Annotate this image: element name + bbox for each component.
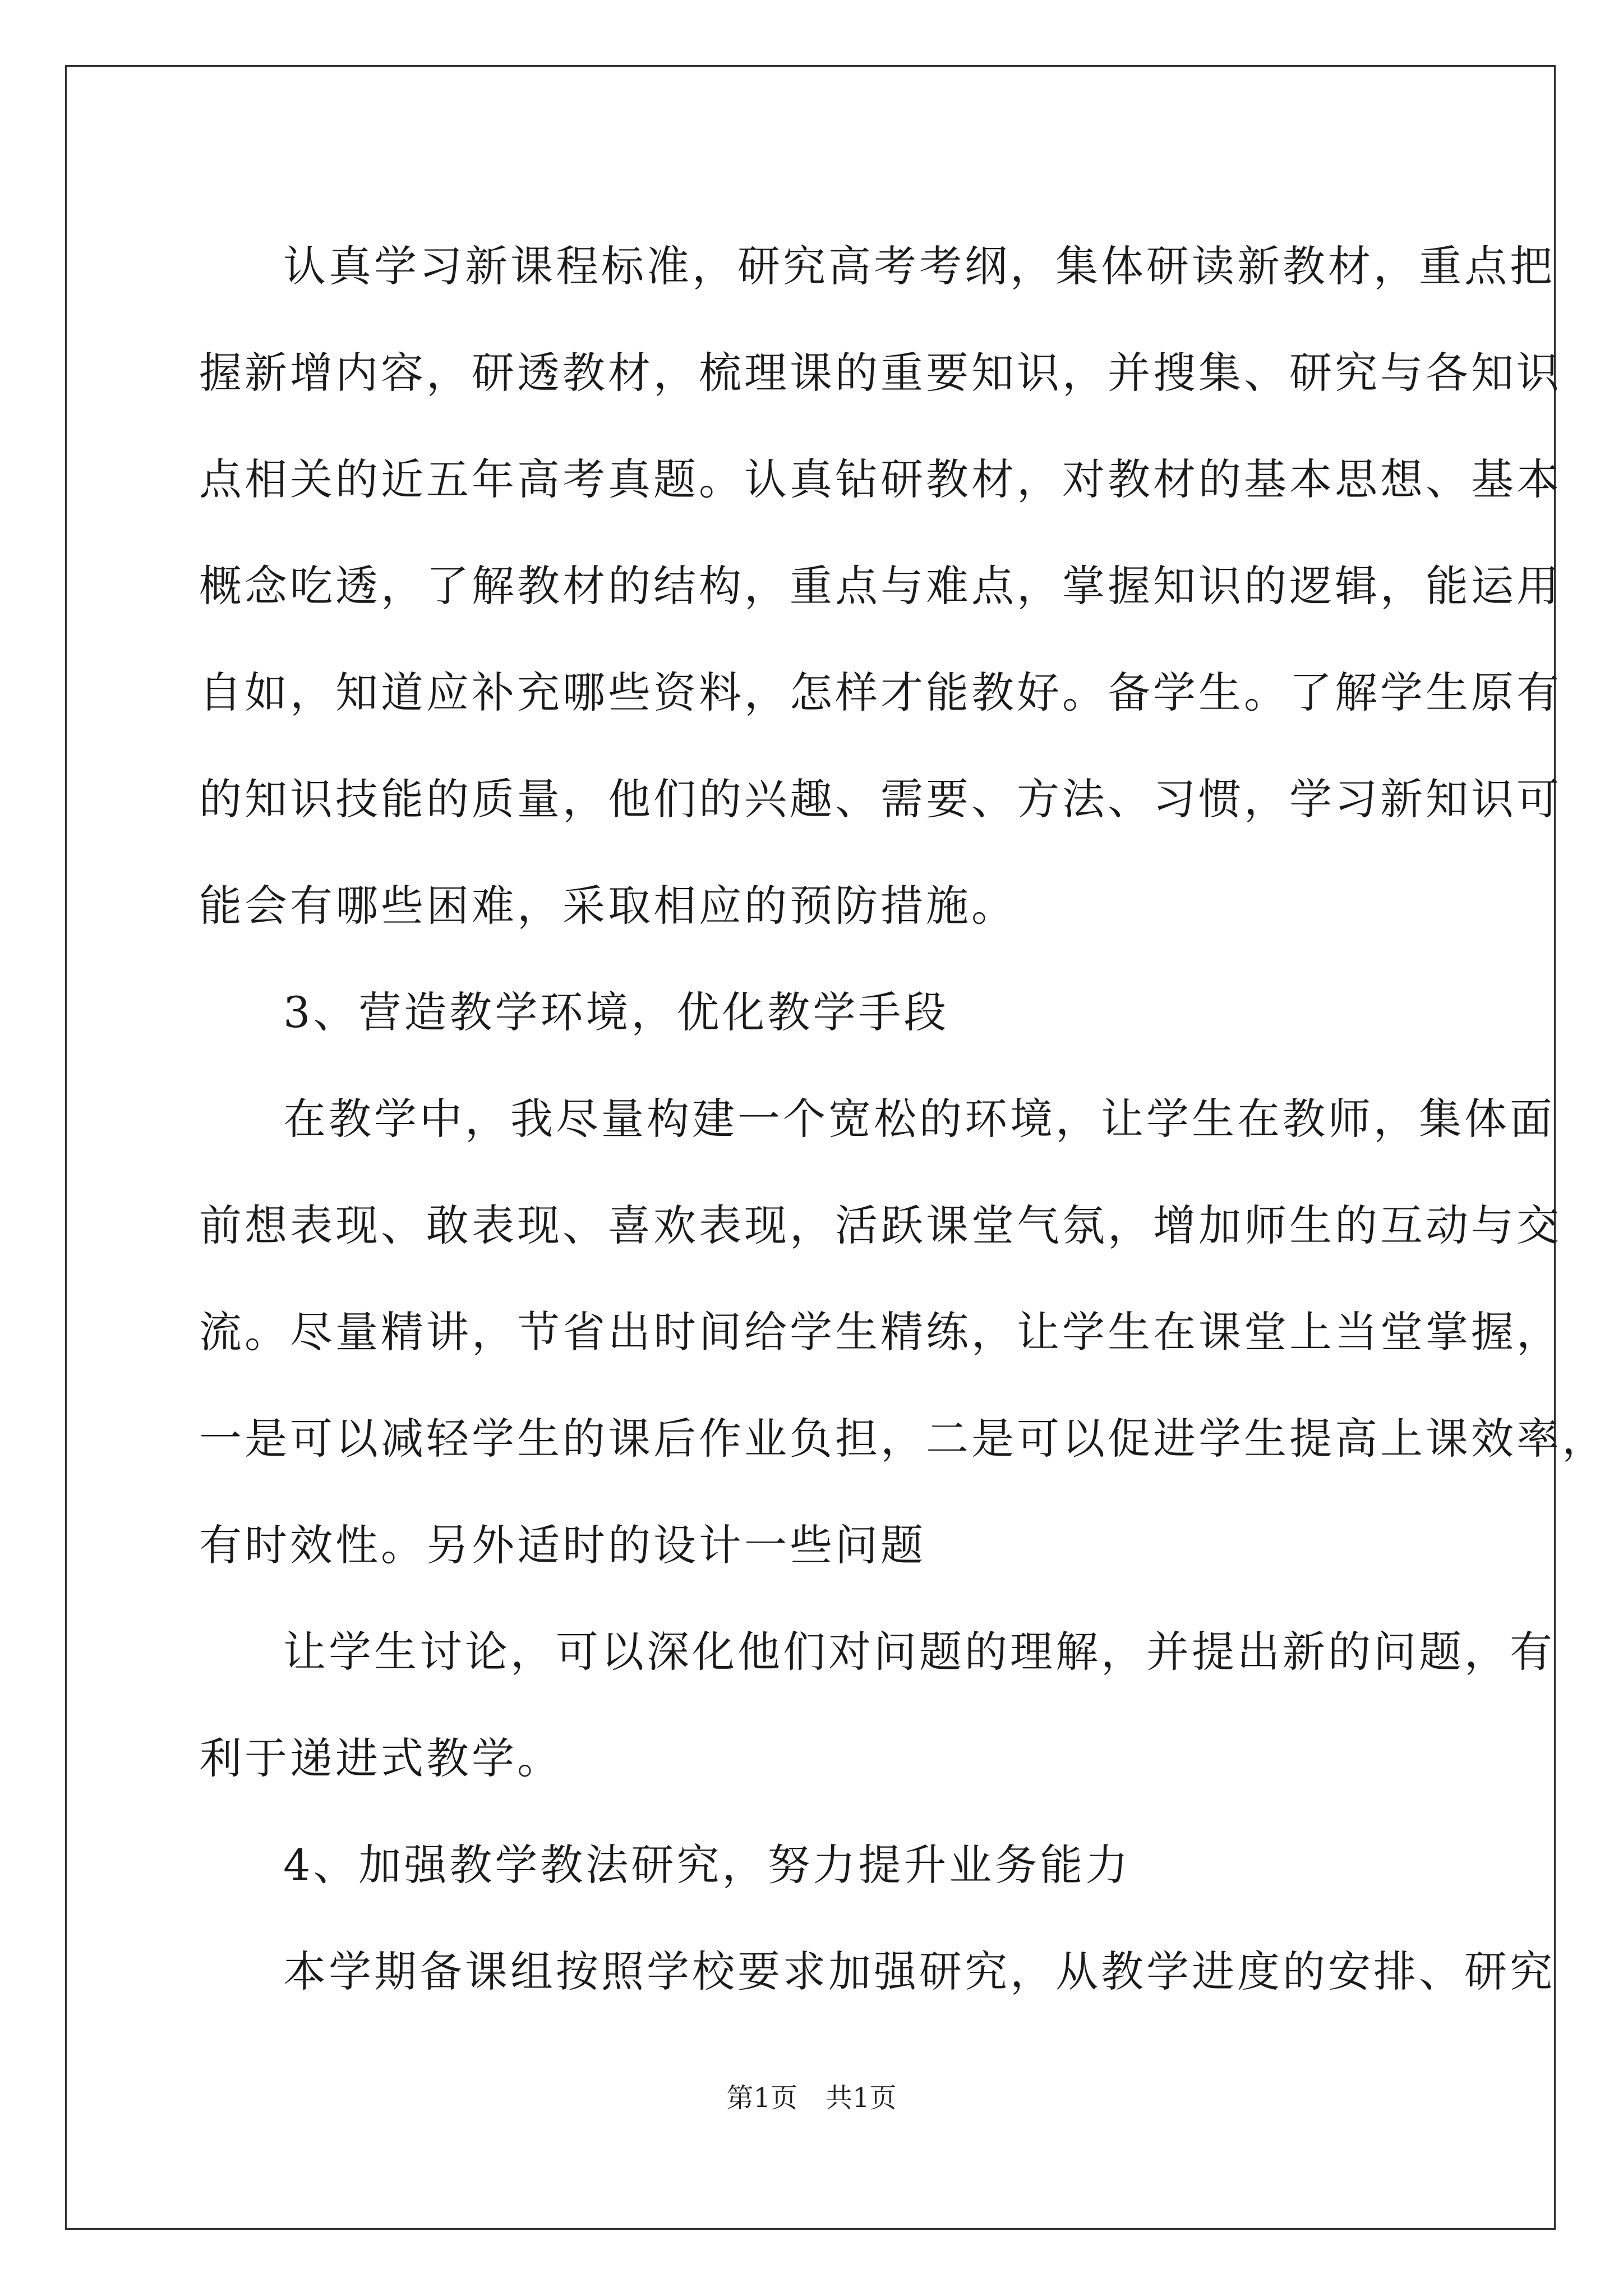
paragraph-line: 自如，知道应补充哪些资料，怎样才能教好。备学生。了解学生原有 bbox=[199, 668, 1562, 717]
page-number: 第1页 bbox=[726, 2082, 797, 2114]
section-heading: 4、加强教学教法研究，努力提升业务能力 bbox=[283, 1840, 1131, 1890]
paragraph-line: 让学生讨论，可以深化他们对问题的理解，并提出新的问题，有 bbox=[283, 1627, 1555, 1677]
paragraph-line: 的知识技能的质量，他们的兴趣、需要、方法、习惯，学习新知识可 bbox=[199, 774, 1562, 824]
paragraph-line: 能会有哪些困难，采取相应的预防措施。 bbox=[199, 881, 1017, 931]
paragraph-line: 流。尽量精讲，节省出时间给学生精练，让学生在课堂上当堂掌握， bbox=[199, 1307, 1562, 1357]
paragraph-line: 认真学习新课程标准，研究高考考纲，集体研读新教材，重点把 bbox=[283, 241, 1555, 291]
paragraph-line: 点相关的近五年高考真题。认真钻研教材，对教材的基本思想、基本 bbox=[199, 454, 1562, 504]
document-body bbox=[199, 213, 1607, 2025]
paragraph-line: 在教学中，我尽量构建一个宽松的环境，让学生在教师，集体面 bbox=[283, 1094, 1555, 1144]
paragraph-line: 利于递进式教学。 bbox=[199, 1733, 562, 1783]
paragraph-line: 有时效性。另外适时的设计一些问题 bbox=[199, 1520, 926, 1570]
paragraph-line: 握新增内容，研透教材，梳理课的重要知识，并搜集、研究与各知识 bbox=[199, 348, 1562, 398]
paragraph-line: 一是可以减轻学生的课后作业负担，二是可以促进学生提高上课效率， bbox=[199, 1414, 1607, 1464]
paragraph-line: 本学期备课组按照学校要求加强研究，从教学进度的安排、研究 bbox=[283, 1947, 1555, 1996]
page-total: 共1页 bbox=[826, 2082, 897, 2114]
paragraph-line: 前想表现、敢表现、喜欢表现，活跃课堂气氛，增加师生的互动与交 bbox=[199, 1200, 1562, 1250]
paragraph-line: 概念吃透，了解教材的结构，重点与难点，掌握知识的逻辑，能运用 bbox=[199, 561, 1562, 611]
section-heading: 3、营造教学环境，优化教学手段 bbox=[283, 987, 949, 1037]
page-footer bbox=[0, 2081, 1623, 2115]
